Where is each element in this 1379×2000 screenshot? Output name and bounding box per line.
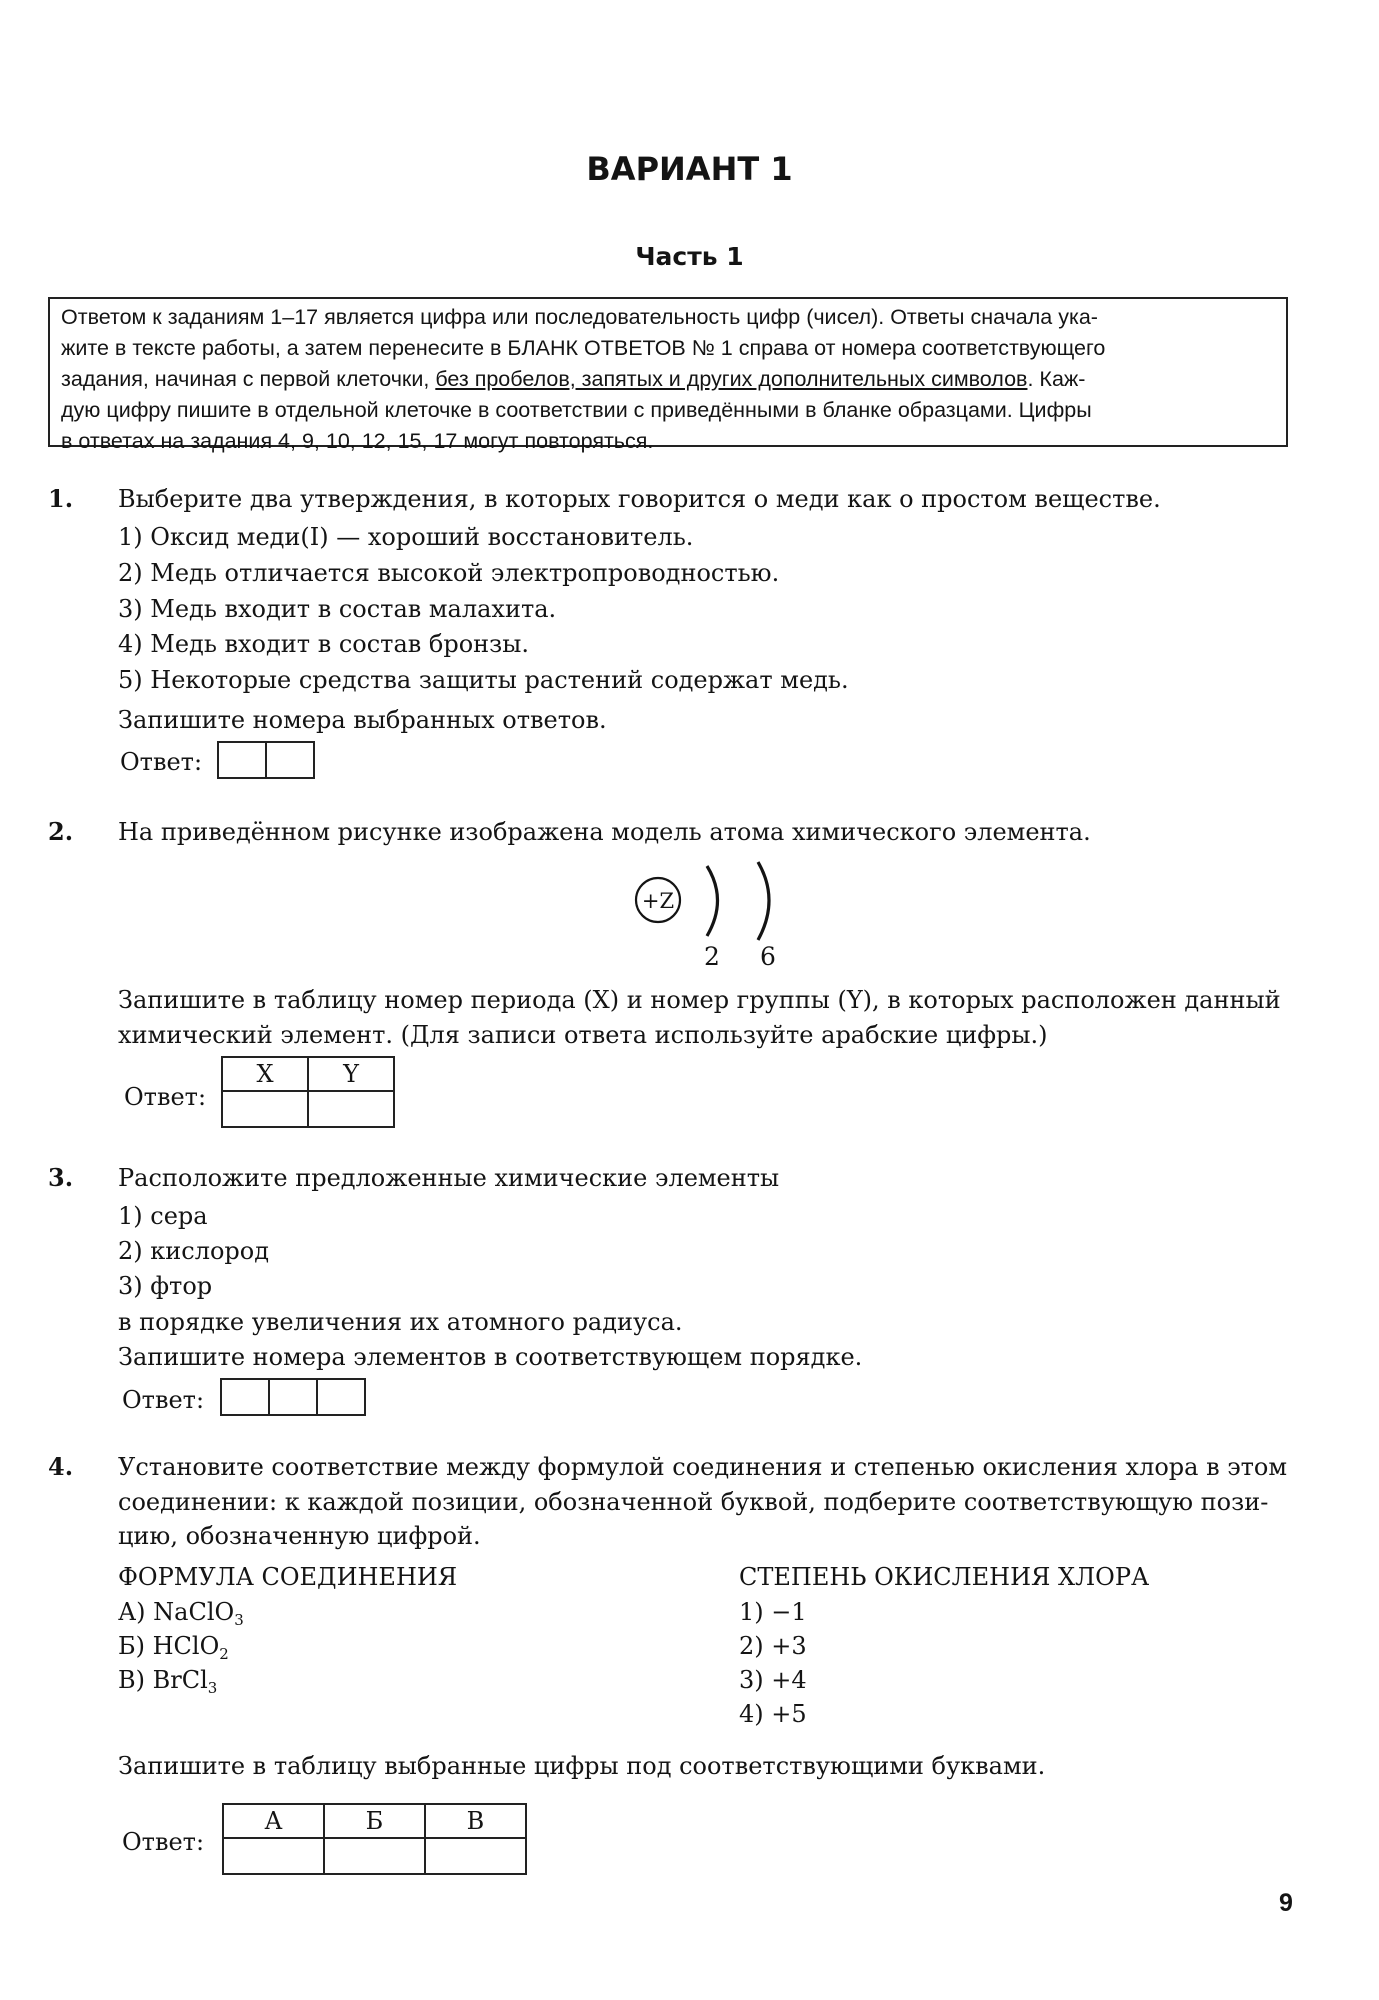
formula-subscript: 3 (207, 1679, 218, 1697)
formula-subscript: 3 (234, 1611, 244, 1629)
answer-cell[interactable] (270, 1380, 318, 1414)
instructions-underlined: без пробелов, запятых и других дополнительных символов (435, 367, 1028, 391)
shell-1-electrons: 2 (704, 942, 720, 968)
question-text: На приведённом рисунке изображена модель атома химического элемента. (118, 818, 1091, 846)
shell-2-electrons: 6 (760, 942, 776, 968)
question-prompt: химический элемент. (Для записи ответа используйте арабские цифры.) (118, 1021, 1048, 1049)
instructions-line (61, 364, 1276, 395)
answer-table (221, 1056, 395, 1128)
option: 2) Медь отличается высокой электропроводностью. (118, 559, 780, 587)
table-header-b: Б (324, 1804, 425, 1838)
question-prompt: Запишите номера выбранных ответов. (118, 706, 607, 734)
instructions-line: в ответах на задания 4, 9, 10, 12, 15, 17 могут повторяться. (61, 429, 654, 453)
question-number: 4. (48, 1452, 74, 1481)
instructions-line: Ответом к заданиям 1–17 является цифра или последовательность цифр (чисел). Ответы сначала ука- (61, 305, 1098, 329)
answer-label: Ответ: (120, 748, 203, 776)
answer-cell[interactable] (267, 743, 313, 777)
table-header-y: Y (308, 1057, 394, 1091)
option: 1) Оксид меди(I) — хороший восстановитель. (118, 523, 694, 551)
answer-cell[interactable] (222, 1380, 270, 1414)
oxidation-state: 1) −1 (739, 1598, 807, 1626)
instructions-text: задания, начиная с первой клеточки, (61, 367, 436, 391)
answer-cell[interactable] (223, 1838, 324, 1874)
formula-text: А) NaClO (118, 1598, 235, 1626)
formula-item (118, 1629, 229, 1663)
question-text: цию, обозначенную цифрой. (118, 1522, 481, 1550)
answer-cells[interactable] (220, 1378, 366, 1416)
formula-item (118, 1595, 244, 1629)
question-number: 1. (48, 484, 74, 513)
table-header-a: А (223, 1804, 324, 1838)
question-number: 2. (48, 817, 74, 846)
answer-label: Ответ: (122, 1386, 205, 1414)
formula-text: Б) HClO (118, 1632, 220, 1660)
electron-shell-2 (758, 862, 769, 940)
part-title: Часть 1 (635, 242, 744, 271)
answer-cell[interactable] (219, 743, 267, 777)
answer-cells[interactable] (217, 741, 315, 779)
question-prompt: Запишите номера элементов в соответствующем порядке. (118, 1343, 863, 1371)
instructions-text: . Каж- (1027, 367, 1086, 391)
formula-text: В) BrCl (118, 1666, 208, 1694)
table-header-v: В (425, 1804, 526, 1838)
instructions-line: жите в тексте работы, а затем перенесите в БЛАНК ОТВЕТОВ № 1 справа от номера соответствующего (61, 336, 1106, 360)
table-header-x: X (222, 1057, 308, 1091)
formula-subscript: 2 (219, 1645, 229, 1663)
question-text: в порядке увеличения их атомного радиуса. (118, 1308, 683, 1336)
option: 5) Некоторые средства защиты растений содержат медь. (118, 666, 849, 694)
instructions-line: дую цифру пишите в отдельной клеточке в соответствии с приведёнными в бланке образцами. Цифры (61, 398, 1092, 422)
answer-table (222, 1803, 527, 1875)
question-text: Выберите два утверждения, в которых говорится о меди как о простом веществе. (118, 485, 1161, 513)
answer-cell[interactable] (425, 1838, 526, 1874)
answer-label: Ответ: (124, 1083, 207, 1111)
oxidation-state: 4) +5 (739, 1700, 807, 1728)
question-text: соединении: к каждой позиции, обозначенной буквой, подберите соответствующую пози- (118, 1488, 1269, 1516)
answer-cell[interactable] (318, 1380, 364, 1414)
oxidation-state: 2) +3 (739, 1632, 807, 1660)
question-prompt: Запишите в таблицу номер периода (X) и номер группы (Y), в которых расположен данный (118, 986, 1281, 1014)
answer-cell[interactable] (324, 1838, 425, 1874)
column-header-formula: ФОРМУЛА СОЕДИНЕНИЯ (118, 1563, 458, 1591)
option: 4) Медь входит в состав бронзы. (118, 630, 529, 658)
nucleus-charge: +Z (641, 889, 675, 913)
variant-title: ВАРИАНТ 1 (586, 150, 793, 188)
page-number: 9 (1279, 1889, 1293, 1917)
answer-cell[interactable] (222, 1091, 308, 1127)
question-number: 3. (48, 1163, 74, 1192)
option: 2) кислород (118, 1237, 269, 1265)
answer-label: Ответ: (122, 1828, 205, 1856)
question-text: Установите соответствие между формулой соединения и степенью окисления хлора в этом (118, 1453, 1288, 1481)
oxidation-state: 3) +4 (739, 1666, 807, 1694)
option: 1) сера (118, 1202, 208, 1230)
electron-shell-1 (707, 866, 718, 936)
question-prompt: Запишите в таблицу выбранные цифры под соответствующими буквами. (118, 1752, 1046, 1780)
formula-item (118, 1663, 217, 1697)
column-header-oxidation: СТЕПЕНЬ ОКИСЛЕНИЯ ХЛОРА (739, 1563, 1150, 1591)
option: 3) фтор (118, 1272, 213, 1300)
atom-model (620, 858, 800, 968)
question-text: Расположите предложенные химические элементы (118, 1164, 780, 1192)
instructions-box (48, 297, 1288, 453)
option: 3) Медь входит в состав малахита. (118, 595, 557, 623)
answer-cell[interactable] (308, 1091, 394, 1127)
